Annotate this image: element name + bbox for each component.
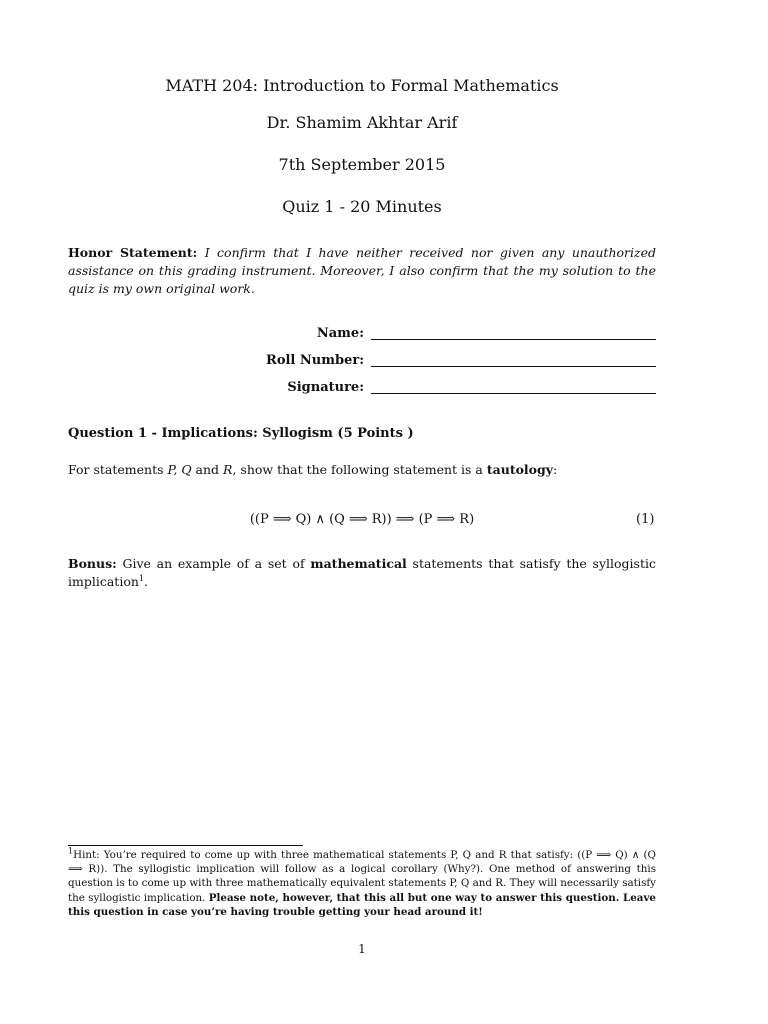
roll-number-field[interactable] [371, 366, 656, 367]
bonus-text: . [144, 574, 148, 589]
honor-label: Honor Statement: [68, 245, 198, 260]
name-field-row [0, 326, 768, 348]
signature-field[interactable] [371, 393, 656, 394]
footnote-text: Hint: You’re required to come up with three mathematical statements P, Q and R that satisfy: ((P ⟹ Q) ∧ (Q ⟹ R)). The syllogistic implication will follow as a logical corollary (Why?). One method of answering this question is to come up with three mathematically equivalent statements P, Q and R. They will necessarily satisfy the syllogistic implication. [68, 849, 656, 904]
bonus-text: Give an example of a set of [116, 556, 311, 571]
bonus-question [68, 555, 656, 591]
footnote-divider [68, 845, 303, 846]
instructor-name: Dr. Shamim Akhtar Arif [266, 113, 458, 132]
name-label: Name: [316, 326, 364, 341]
footnote-mark: 1 [68, 846, 74, 856]
syllogism-equation: ((P ⟹ Q) ∧ (Q ⟹ R)) ⟹ (P ⟹ R) [249, 512, 475, 527]
name-field[interactable] [371, 339, 656, 340]
footnote [68, 848, 656, 919]
footnote-reference[interactable]: 1 [138, 573, 144, 583]
quiz-date: 7th September 2015 [278, 155, 446, 174]
quiz-title: Quiz 1 - 20 Minutes [282, 197, 442, 216]
signature-label: Signature: [287, 380, 364, 395]
question-1-prompt [68, 461, 656, 479]
question-1-title: Question 1 - Implications: Syllogism (5 Points ) [68, 426, 414, 441]
bonus-text: statements that satisfy the syllogistic implication [68, 556, 656, 589]
prompt-text: , show that the following statement is a [232, 462, 487, 477]
honor-text: I confirm that I have neither received nor given any unauthorized assistance on this grading instrument. Moreover, I also confirm that the my solution to the quiz is my own original work. [68, 245, 656, 296]
footnote-bold-text: Please note, however, that this all but one way to answer this question. Leave this question in case you’re having trouble getting your head around it! [68, 891, 656, 918]
prompt-vars: P, Q [167, 462, 192, 477]
bonus-label: Bonus: [68, 556, 117, 571]
prompt-keyword: tautology [486, 462, 554, 477]
equation-number: (1) [636, 512, 655, 527]
honor-statement [68, 244, 656, 298]
prompt-text: and [191, 462, 224, 477]
roll-number-label: Roll Number: [266, 353, 364, 368]
bonus-keyword: mathematical [310, 556, 407, 571]
prompt-text: For statements [68, 462, 168, 477]
signature-field-row [0, 380, 768, 402]
roll-field-row [0, 353, 768, 375]
prompt-text: : [553, 462, 558, 477]
page-number: 1 [358, 942, 366, 956]
prompt-var-r: R [223, 462, 233, 477]
course-title: MATH 204: Introduction to Formal Mathematics [165, 76, 559, 95]
